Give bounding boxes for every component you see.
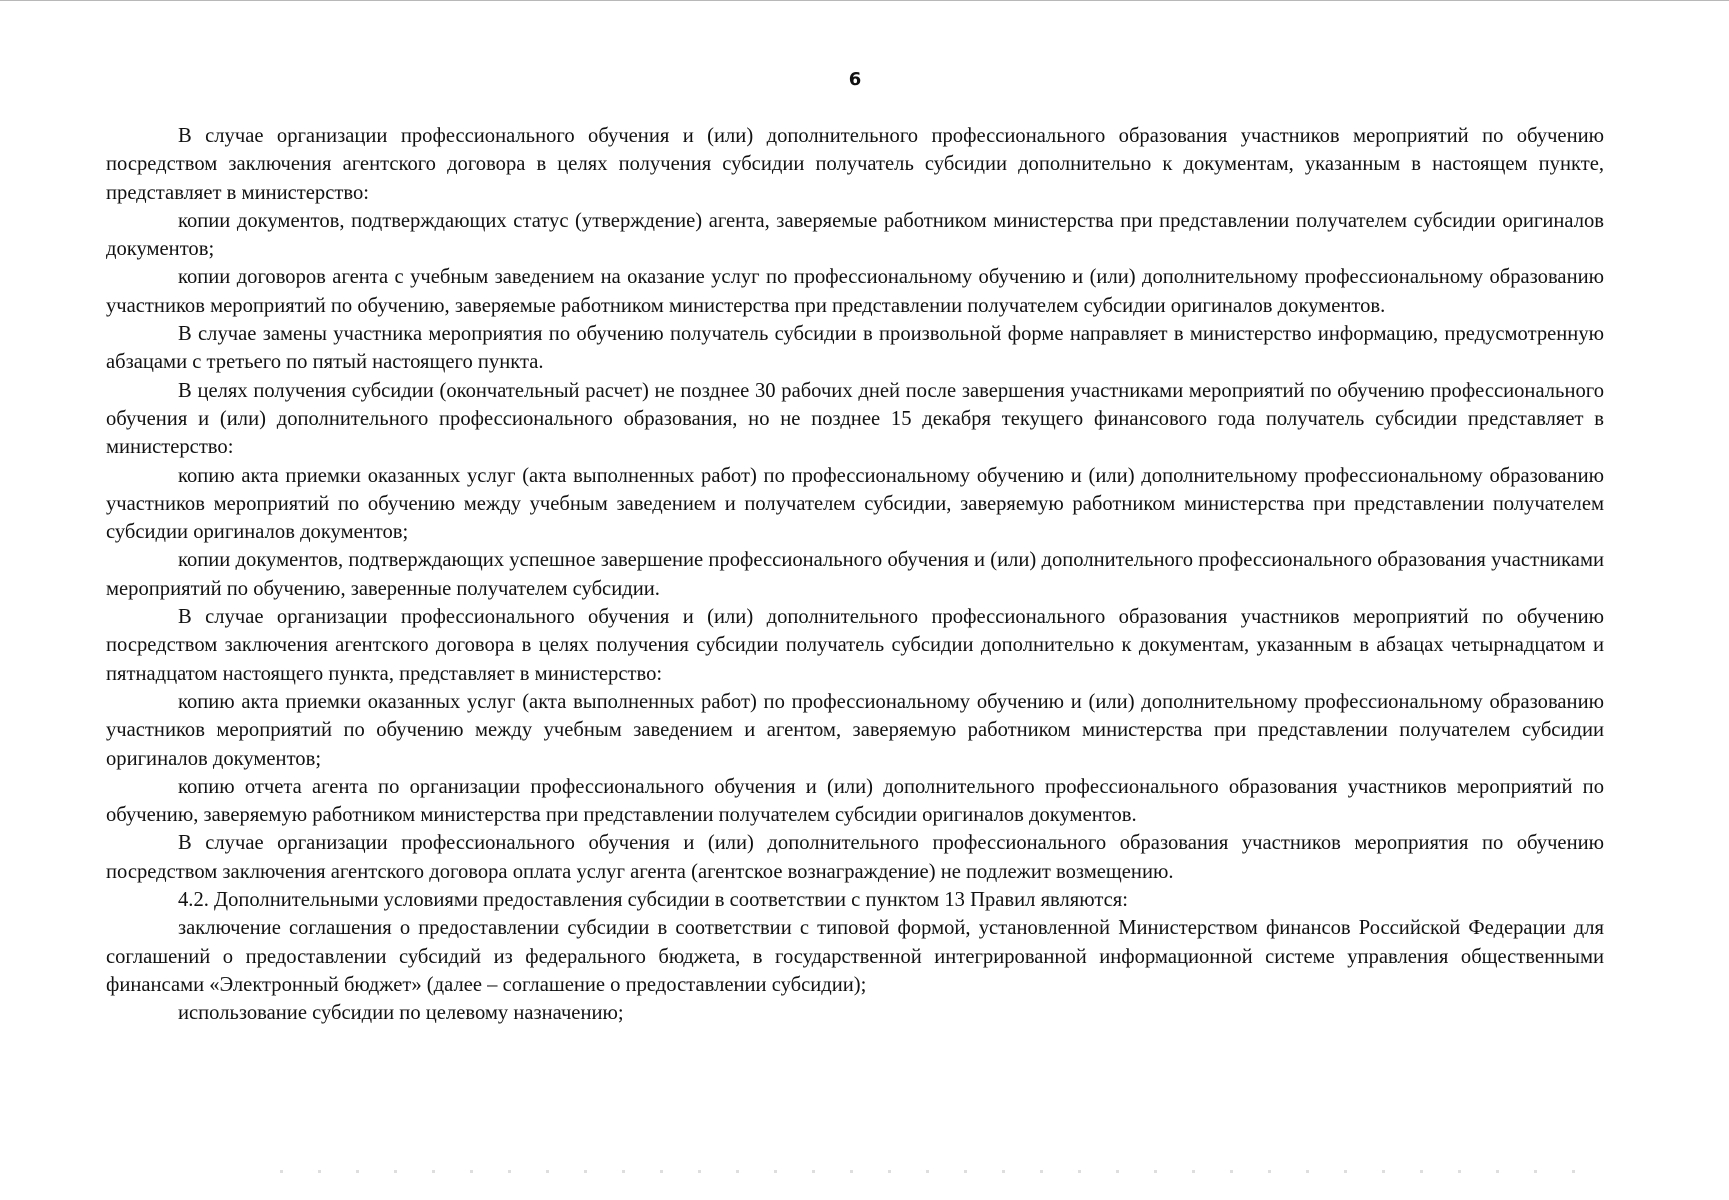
- paragraph: копию отчета агента по организации профессионального обучения и (или) дополнительного профессионального образования участников мероприятий по обучению, заверяемую работником министерства при представлении получателем субсидии оригиналов документов.: [106, 775, 1604, 827]
- page-number: 6: [848, 69, 862, 90]
- paragraph: заключение соглашения о предоставлении субсидии в соответствии с типовой формой, установленной Министерством финансов Российской Федерации для соглашений о предоставлении субсидий из федерального бюджета, в государственной интегрированной информационной системе управления общественными финансами «Электронный бюджет» (далее – соглашение о предоставлении субсидии);: [106, 917, 1604, 996]
- scan-top-edge: [0, 0, 1729, 1]
- scan-artifact-line: [280, 1170, 1580, 1173]
- paragraph: В случае организации профессионального обучения и (или) дополнительного профессионального образования участников мероприятия по обучению посредством заключения агентского договора оплата услуг агента (агентское вознаграждение) не подлежит возмещению.: [106, 832, 1604, 883]
- paragraph: копии договоров агента с учебным заведением на оказание услуг по профессиональному обучению и (или) дополнительному профессиональному образованию участников мероприятий по обучению, заверяемые работником министерства при представлении получателем субсидии оригиналов документов.: [106, 266, 1604, 317]
- paragraph: использование субсидии по целевому назначению;: [178, 1002, 624, 1025]
- paragraph: копии документов, подтверждающих успешное завершение профессионального обучения и (или) дополнительного профессионального образования участниками мероприятий по обучению, заверенные получателем субсидии.: [106, 549, 1604, 600]
- paragraph: В случае замены участника мероприятия по обучению получатель субсидии в произвольной форме направляет в министерство информацию, предусмотренную абзацами с третьего по пятый настоящего пункта.: [106, 323, 1604, 374]
- paragraph: 4.2. Дополнительными условиями предоставления субсидии в соответствии с пунктом 13 Правил являются:: [178, 889, 1128, 912]
- paragraph: копию акта приемки оказанных услуг (акта выполненных работ) по профессиональному обучению и (или) дополнительному профессиональному образованию участников мероприятий по обучению между учебным заведением и получателем субсидии, заверяемую работником министерства при представлении получателем субсидии оригиналов документов;: [106, 464, 1604, 544]
- paragraph: В случае организации профессионального обучения и (или) дополнительного профессионального образования участников мероприятий по обучению посредством заключения агентского договора в целях получения субсидии получатель субсидии дополнительно к документам, указанным в абзацах четырнадцатом и пятнадцатом настоящего пункта, представляет в министерство:: [106, 606, 1604, 685]
- paragraph: копии документов, подтверждающих статус (утверждение) агента, заверяемые работником министерства при представлении получателем субсидии оригиналов документов;: [106, 209, 1604, 261]
- paragraph: В случае организации профессионального обучения и (или) дополнительного профессионального образования участников мероприятий по обучению посредством заключения агентского договора в целях получения субсидии получатель субсидии дополнительно к документам, указанным в настоящем пункте, представляет в министерство:: [106, 125, 1604, 204]
- document-page: [106, 68, 1604, 1028]
- paragraph: копию акта приемки оказанных услуг (акта выполненных работ) по профессиональному обучению и (или) дополнительному профессиональному образованию участников мероприятий по обучению между учебным заведением и агентом, заверяемую работником министерства при представлении получателем субсидии оригиналов документов;: [106, 690, 1604, 770]
- paragraph: В целях получения субсидии (окончательный расчет) не позднее 30 рабочих дней после завершения участниками мероприятий по обучению профессионального обучения и (или) дополнительного профессионального образования, но не позднее 15 декабря текущего финансового года получатель субсидии представляет в министерство:: [106, 379, 1604, 459]
